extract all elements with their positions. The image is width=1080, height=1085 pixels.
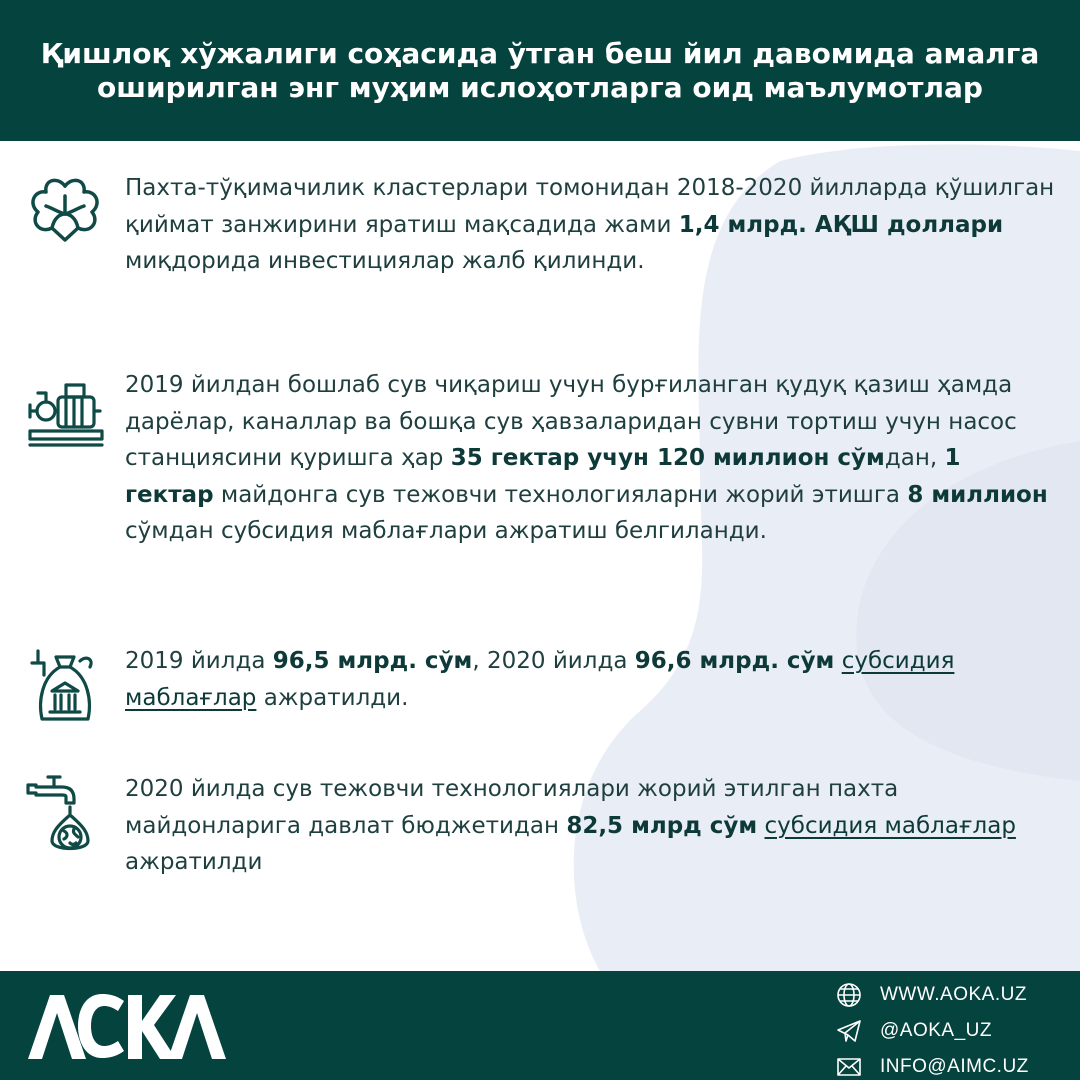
telegram-icon [836,1018,862,1044]
text-segment: ажратилди [125,849,263,875]
text-segment: 2020 йилда сув тежовчи технологиялари жорий этилган пахта майдонларига давлат бюджетидан [125,776,899,839]
text-segment: 2019 йилдан бошлаб сув чиқариш учун бурғиланган қудуқ қазиш ҳамда дарёлар, каналлар ва бошқа сув ҳавзаларидан сувни тортиш учун насос станциясини қуришга ҳар [125,372,1017,471]
text-segment: миқдорида инвестициялар жалб қилинди. [125,248,645,274]
underlined-term: субсидия маблағлар [125,648,955,711]
text-segment: майдонга сув тежовчи технологияларни жорий этишга [213,481,908,508]
header-banner [0,0,1080,141]
subsidy-bag-icon [24,643,106,725]
text-segment: , 2020 йилда [472,648,635,674]
text-segment: Пахта-тўқимачилик кластерлари томонидан 2018-2020 йилларда қўшилган қиймат занжирини яратиш мақсадида жами [125,175,1055,238]
highlighted-value: 35 гектар учун 120 миллион сўм [450,445,885,471]
contact-website[interactable] [836,977,1066,1013]
reform-text-1 [125,170,1055,280]
text-segment: сўмдан субсидия маблағлари ажратиш белгиланди. [125,518,767,544]
contact-telegram-label: @AOKA_UZ [880,1020,992,1041]
page-title: Қишлоқ хўжалиги соҳасида ўтган беш йил давомида амалга оширилган энг муҳим ислоҳотларга оид маълумотлар [40,36,1040,104]
underlined-term: субсидия маблағлар [764,812,1016,839]
water-tap-globe-icon [24,771,106,853]
highlighted-value: 1,4 млрд. АҚШ доллари [678,211,1004,238]
contact-telegram[interactable] [836,1013,1066,1049]
text-segment: ажратилди. [256,684,409,711]
reform-text-3 [125,643,1055,716]
text-segment [834,648,841,674]
text-segment: 2019 йилда [125,648,273,674]
reform-text-2 [125,367,1055,550]
mail-icon [836,1054,862,1080]
footer [0,971,1080,1080]
text-segment: дан, [884,445,945,471]
water-pump-icon [24,375,106,457]
highlighted-value: 8 миллион [907,481,1048,508]
contact-email-label: INFO@AIMC.UZ [880,1056,1029,1077]
contacts-list [836,977,1066,1085]
globe-icon [836,982,862,1008]
aoka-logo [26,991,226,1061]
cotton-icon [24,170,106,252]
highlighted-value: 96,5 млрд. сўм [272,648,473,674]
highlighted-value: 96,6 млрд. сўм [634,648,835,674]
contact-website-label: WWW.AOKA.UZ [880,984,1027,1005]
text-segment [757,813,764,839]
highlighted-value: 82,5 млрд сўм [566,812,758,839]
highlighted-value: 1 гектар [125,445,961,508]
reform-text-4 [125,771,1055,881]
